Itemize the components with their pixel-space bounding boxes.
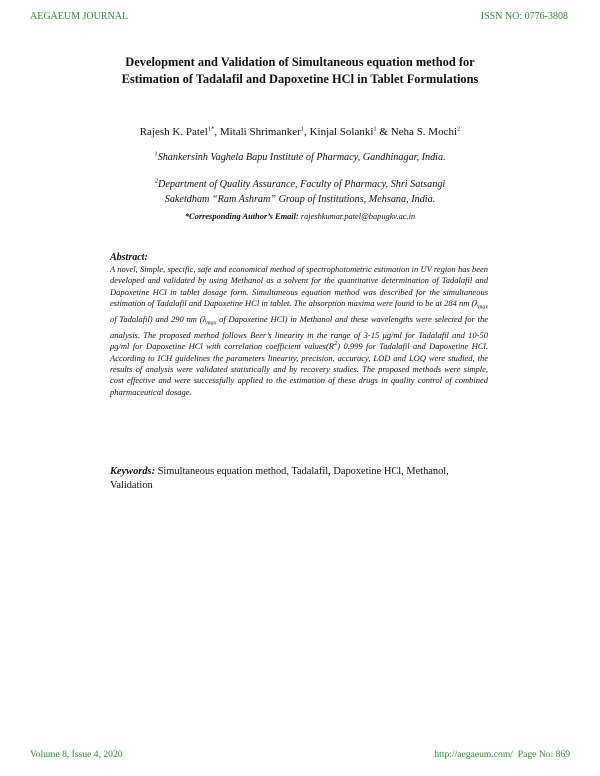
abstract-heading: Abstract: [110, 252, 148, 263]
volume-issue: Volume 8, Issue 4, 2020 [30, 749, 123, 760]
footer-right [434, 749, 570, 760]
page-number: Page No: 869 [517, 749, 570, 760]
keywords-label: Keywords: [110, 466, 156, 477]
lambda-subscript: max [206, 320, 217, 327]
affiliation-line-1: Department of Quality Assurance, Faculty of Pharmacy, Shri Satsangi [157, 179, 446, 190]
corresponding-email[interactable]: rajeshkumar.patel@bapugkv.ac.in [300, 212, 416, 221]
affiliation-1 [80, 151, 520, 166]
r-squared-exponent: 2 [334, 340, 338, 348]
journal-name: AEGAEUM JOURNAL [30, 11, 129, 22]
lambda-subscript: max [478, 304, 488, 311]
author-mark: 1* [207, 125, 215, 133]
corresponding-label: *Corresponding Author’s Email: [184, 212, 299, 221]
affiliation-2 [80, 178, 520, 207]
lambda-symbol: λ [202, 314, 207, 325]
abstract-body [110, 264, 488, 398]
abstract-text: ) 0.999 for Tadalafil and Dapoxetine HCl. According to ICH guidelines the parameters linearity, precision, accuracy, LOD and LOQ were studied, the results of analysis were validated statistically and by recovery studies. The proposed methods were simple, cost effective and were successfully applied to the estimation of these drugs in quality control of combined pharmaceutical dosage. [110, 341, 488, 397]
author-name: Neha S. Mochi [390, 126, 458, 138]
lambda-symbol: λ [474, 298, 478, 309]
corresponding-author [80, 212, 520, 221]
abstract-text: of Dapoxetine HCl) in Methanol and these wavelengths were selected for the analysis. The proposed method follows Beer’s linearity in the range of 3-15 μg/ml for Tadalafil and 10-50 μg/ml for Dapoxetine HCl with correlation coefficient values(R [110, 314, 488, 352]
affiliation-text: Shankersinh Vaghela Bapu Institute of Pharmacy, Gandhinagar, India. [157, 152, 446, 163]
author-name: Rajesh K. Patel [139, 126, 208, 138]
affiliation-mark: 2 [154, 177, 158, 185]
abstract-text: of Tadalafil) and 290 nm ( [110, 314, 203, 325]
issn-number: ISSN NO: 0776-3808 [480, 11, 568, 22]
journal-url[interactable]: http://aegaeum.com/ [434, 749, 513, 760]
author-list: Rajesh K. Patel$^{1*}$, Mitali Shrimanker$^1$, Kinjal Solanki$^1$ & Neha S. Mochi$^2$ [139, 125, 461, 138]
author-name: Mitali Shrimanker [219, 126, 301, 138]
abstract-text: A novel, Simple, specific, safe and economical method of spectrophotometric estimation in UV region has been developed and validated by using Methanol as a solvent for the quantitative determination of Tadalafil and Dapoxetine HCl in tablet dosage form. Simultaneous equation method was described for the simultaneous estimation of Tadalafil and Dapoxetine HCl in tablet. The absorption maxima were found to be at 284 nm ( [110, 264, 488, 309]
author-mark: 1 [373, 125, 377, 133]
keywords [110, 465, 490, 492]
affiliation-line-2: Saketdham “Ram Ashram” Group of Institutions, Mehsana, India. [164, 193, 436, 205]
keywords-text: Simultaneous equation method, Tadalafil, Dapoxetine HCl, Methanol, Validation [110, 466, 449, 491]
paper-title: Development and Validation of Simultaneous equation method for Estimation of Tadalafil and Dapoxetine HCl in Tablet Formulations [121, 55, 479, 86]
affiliation-mark: 1 [154, 150, 158, 158]
author-name: Kinjal Solanki [309, 126, 374, 138]
author-mark: 2 [457, 125, 461, 133]
author-mark: 1 [300, 125, 305, 133]
